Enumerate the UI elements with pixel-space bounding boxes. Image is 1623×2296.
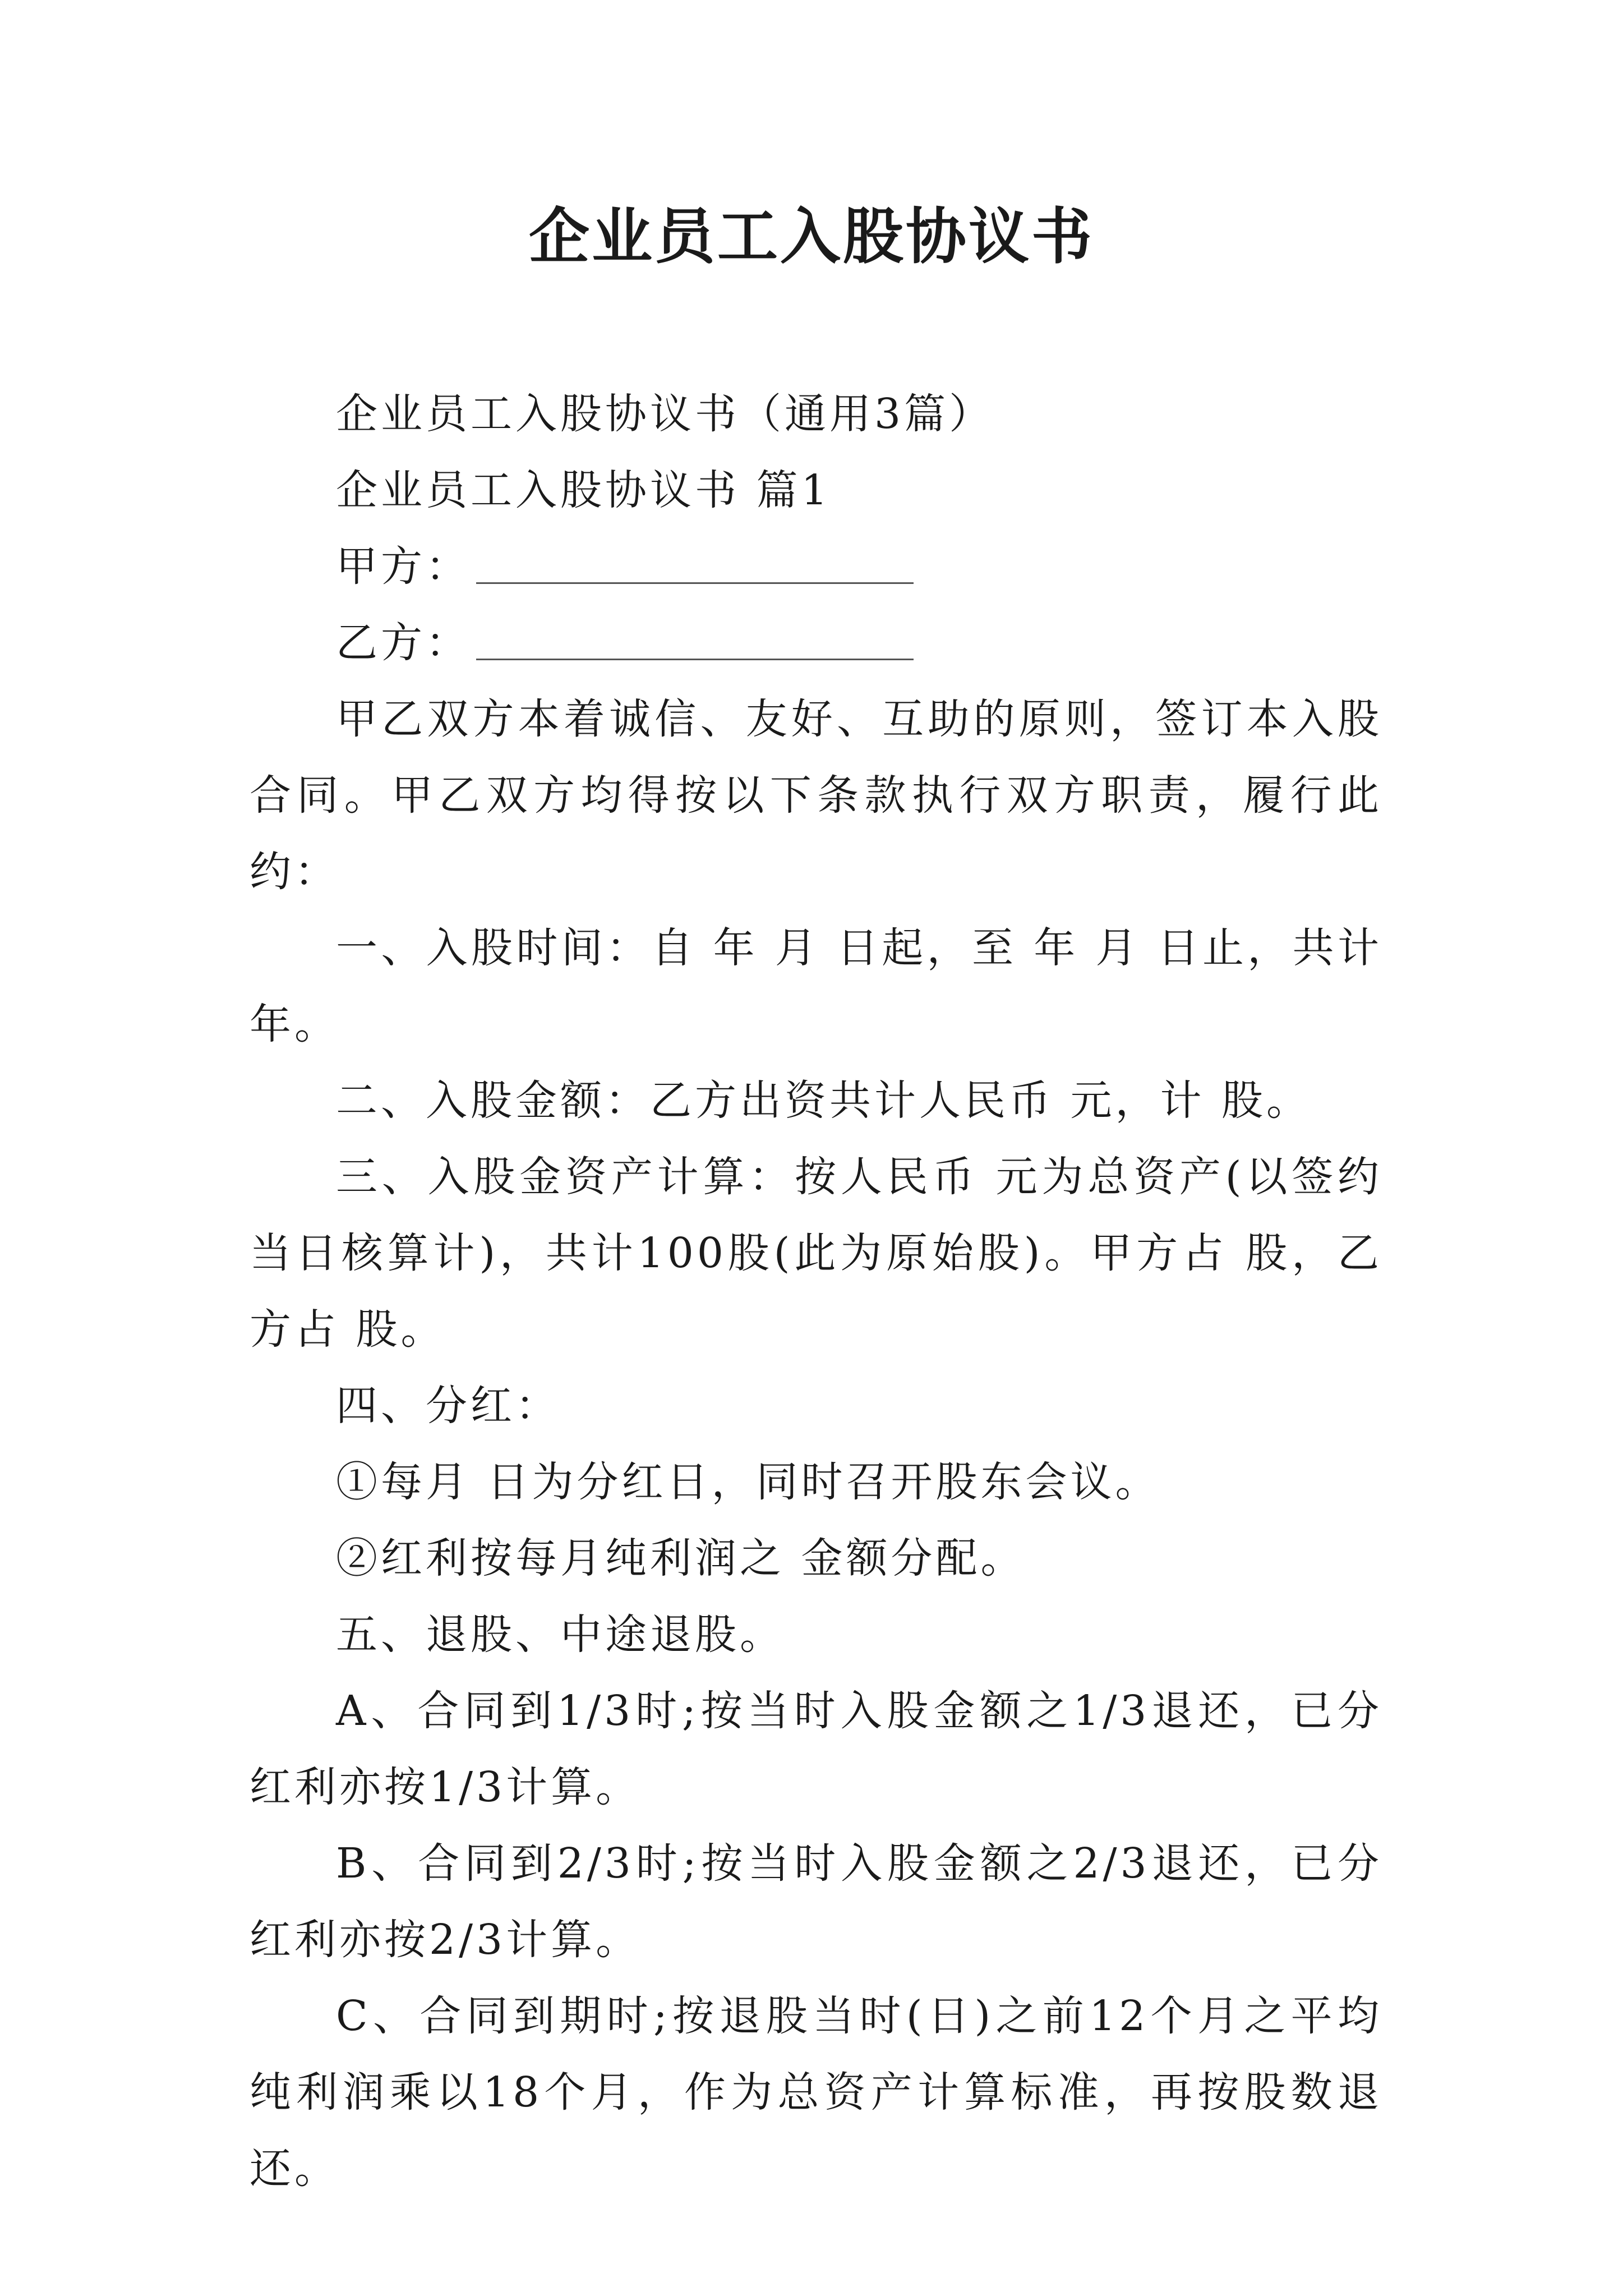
party-b-line <box>250 605 1382 681</box>
paragraph-clause-5: 五、退股、中途退股。 <box>336 1611 785 1659</box>
section-heading: 企业员工入股协议书 篇1 <box>336 466 831 514</box>
party-a-blank <box>476 580 914 584</box>
paragraph-clause-4-item-1: ①每月 日为分红日，同时召开股东会议。 <box>336 1458 1160 1506</box>
party-b-blank <box>476 656 914 660</box>
paragraph-clause-4: 四、分红： <box>336 1382 560 1430</box>
document-title: 企业员工入股协议书 <box>528 201 1094 272</box>
paragraph-clause-1: 一、入股时间：自 年 月 日起，至 年 月 日止，共计 年。 <box>250 924 1382 1048</box>
document-body <box>250 376 1382 2207</box>
paragraph-clause-5-a: A、合同到1/3时;按当时入股金额之1/3退还，已分红利亦按1/3计算。 <box>250 1687 1382 1811</box>
party-a-line <box>250 528 1382 605</box>
party-a-label: 甲方： <box>336 542 471 591</box>
party-b-label: 乙方： <box>336 619 471 667</box>
paragraph-clause-4-item-2: ②红利按每月纯利润之 金额分配。 <box>336 1534 1026 1582</box>
document-subtitle: 企业员工入股协议书（通用3篇） <box>336 390 994 438</box>
paragraph-clause-2: 二、入股金额：乙方出资共计人民币 元，计 股。 <box>336 1076 1312 1125</box>
paragraph-clause-5-b: B、合同到2/3时;按当时入股金额之2/3退还，已分红利亦按2/3计算。 <box>250 1839 1382 1964</box>
paragraph-clause-3: 三、入股金资产计算：按人民币 元为总资产(以签约当日核算计)，共计100股(此为原始股)。甲方占 股，乙方占 股。 <box>250 1153 1382 1354</box>
paragraph-clause-5-c: C、合同到期时;按退股当时(日)之前12个月之平均纯利润乘以18个月，作为总资产计算标准，再按股数退还。 <box>250 1992 1382 2193</box>
paragraph-preamble: 甲乙双方本着诚信、友好、互助的原则，签订本入股合同。甲乙双方均得按以下条款执行双方职责，履行此约： <box>250 695 1382 896</box>
